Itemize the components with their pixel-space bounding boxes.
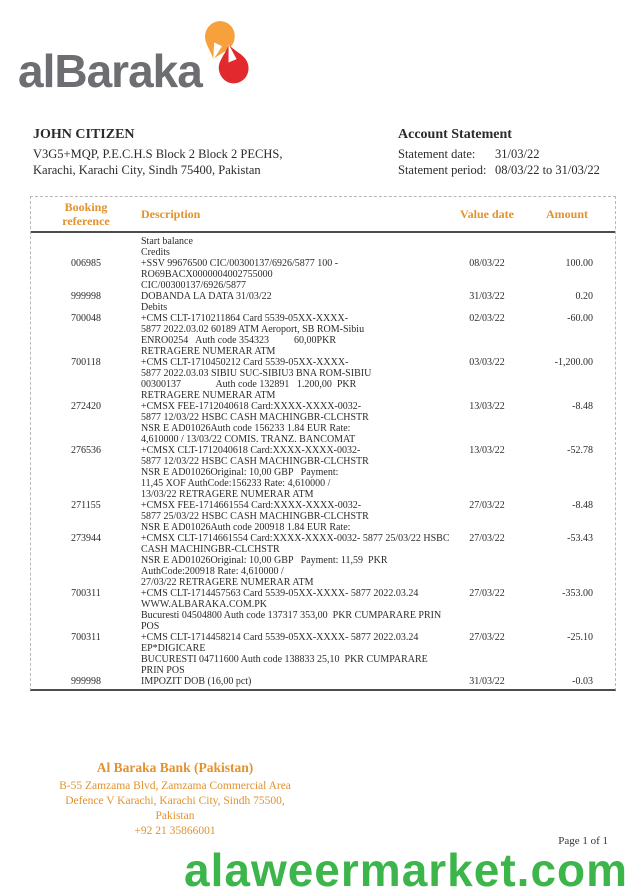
description-line: 5877 12/03/22 HSBC CASH MACHINGBR-CLCHSTR (141, 456, 369, 467)
footer-bank-name: Al Baraka Bank (Pakistan) (96, 760, 254, 775)
description-line: RETRAGERE NUMERAR ATM (141, 390, 276, 401)
table-row (31, 291, 615, 302)
description (141, 500, 441, 533)
description-line: AuthCode:200918 Rate: 4,610000 / (141, 566, 284, 577)
description-line: 5877 2022.03.03 SIBIU SUC-SIBIU3 BNA ROM-SIBIU (141, 368, 372, 379)
booking-reference: 999998 (71, 676, 101, 687)
description (141, 533, 450, 588)
description (141, 291, 441, 302)
value-date: 08/03/22 (469, 258, 505, 269)
table-row (31, 445, 615, 500)
booking-reference (31, 236, 141, 258)
booking-reference: 006985 (71, 258, 101, 269)
description-line: +SSV 99676500 CIC/00300137/6926/5877 100 - (141, 258, 339, 269)
amount: -353.00 (562, 588, 593, 599)
footer-address-line3: Pakistan (155, 810, 195, 822)
customer-name: JOHN CITIZEN (33, 127, 135, 142)
amount: -52.78 (567, 445, 593, 456)
description-line: Debits (141, 302, 168, 313)
description (141, 632, 441, 676)
booking-reference: 700311 (71, 588, 101, 599)
flame-icon (200, 12, 250, 94)
transactions-table (30, 196, 616, 691)
footer-phone: +92 21 35866001 (134, 825, 216, 837)
statement-period-row (398, 162, 600, 178)
description-line: 00300137 Auth code 132891 1.200,00 PKR (141, 379, 357, 390)
watermark-text: alaweermarket.com (184, 844, 629, 895)
description-line: 5877 12/03/22 HSBC CASH MACHINGBR-CLCHSTR (141, 412, 369, 423)
booking-reference: 273944 (71, 533, 101, 544)
description-line: POS (141, 621, 160, 632)
customer-address-line2: Karachi, Karachi City, Sindh 75400, Pakistan (33, 163, 261, 177)
description-line: +CMSX FEE-1712040618 Card:XXXX-XXXX-0032- (141, 401, 362, 412)
description-line: ENRO0254 Auth code 354323 60,00PKR (141, 335, 336, 346)
booking-reference: 271155 (71, 500, 101, 511)
table-row (31, 588, 615, 632)
description-line: Bucuresti 04504800 Auth code 137317 353,00 PKR CUMPARARE PRIN (141, 610, 442, 621)
statement-date-row (398, 146, 600, 162)
amount: -1,200.00 (554, 357, 593, 368)
description-line: 27/03/22 RETRAGERE NUMERAR ATM (141, 577, 314, 588)
description (141, 258, 441, 291)
amount (533, 236, 615, 258)
statement-period-value: 08/03/22 to 31/03/22 (495, 163, 600, 177)
statement-title: Account Statement (398, 127, 512, 142)
value-date: 27/03/22 (469, 632, 505, 643)
booking-reference (31, 302, 141, 313)
description-line: IMPOZIT DOB (16,00 pct) (141, 676, 252, 687)
bank-logo-text: alBaraka (18, 45, 202, 97)
description-line: DOBANDA LA DATA 31/03/22 (141, 291, 272, 302)
footer-address-line1: B-55 Zamzama Blvd, Zamzama Commercial Area (59, 780, 291, 792)
header-value-date: Value date (460, 207, 514, 221)
description-line: +CMS CLT-1710450212 Card 5539-05XX-XXXX- (141, 357, 349, 368)
statement-period-label: Statement period: (398, 163, 487, 177)
description-line: +CMSX FEE-1714661554 Card:XXXX-XXXX-0032- (141, 500, 362, 511)
table-row (31, 401, 615, 445)
description-line: NSR E AD01026Auth code 200918 1.84 EUR Rate: (141, 522, 351, 533)
description-line: +CMS CLT-1710211864 Card 5539-05XX-XXXX- (141, 313, 349, 324)
description-line: +CMSX CLT-1714661554 Card:XXXX-XXXX-0032- 5877 25/03/22 HSBC (141, 533, 450, 544)
booking-reference: 700311 (71, 632, 101, 643)
page-number: Page 1 of 1 (558, 835, 608, 847)
description-line: 11,45 XOF AuthCode:156233 Rate: 4,610000 / (141, 478, 331, 489)
value-date (441, 302, 533, 313)
description-line: 5877 2022.03.02 60189 ATM Aeroport, SB ROM-Sibiu (141, 324, 365, 335)
table-row (31, 258, 615, 291)
description-line: Credits (141, 247, 170, 258)
table-body (31, 233, 615, 689)
value-date: 02/03/22 (469, 313, 505, 324)
booking-reference: 276536 (71, 445, 101, 456)
value-date: 31/03/22 (469, 291, 505, 302)
table-row (31, 533, 615, 588)
value-date: 27/03/22 (469, 588, 505, 599)
description (141, 676, 441, 687)
booking-reference: 999998 (71, 291, 101, 302)
header-amount: Amount (545, 207, 588, 221)
value-date: 03/03/22 (469, 357, 505, 368)
value-date: 27/03/22 (469, 500, 505, 511)
description-line: CIC/00300137/6926/5877 (141, 280, 247, 291)
value-date: 13/03/22 (469, 401, 505, 412)
table-row (31, 302, 615, 313)
description-line: CASH MACHINGBR-CLCHSTR (141, 544, 280, 555)
amount: -8.48 (572, 401, 593, 412)
description (141, 401, 441, 445)
value-date: 27/03/22 (469, 533, 505, 544)
statement-info-block (398, 127, 600, 178)
table-row (31, 676, 615, 687)
description-line: NSR E AD01026Original: 10,00 GBP Payment: 11,59 PKR (141, 555, 388, 566)
description-line: 13/03/22 RETRAGERE NUMERAR ATM (141, 489, 314, 500)
header-description: Description (141, 207, 201, 221)
amount: 0.20 (575, 291, 593, 302)
value-date (441, 236, 533, 258)
booking-reference: 272420 (71, 401, 101, 412)
description-line: NSR E AD01026Original: 10,00 GBP Payment: (141, 467, 339, 478)
footer-address-line2: Defence V Karachi, Karachi City, Sindh 75500, (65, 795, 285, 807)
description-line: 5877 25/03/22 HSBC CASH MACHINGBR-CLCHSTR (141, 511, 369, 522)
booking-reference: 700048 (71, 313, 101, 324)
amount (533, 302, 615, 313)
description (141, 357, 441, 401)
table-row (31, 500, 615, 533)
bank-footer (25, 760, 325, 839)
table-row (31, 236, 615, 258)
description-line: RETRAGERE NUMERAR ATM (141, 346, 276, 357)
description (141, 445, 441, 500)
amount: -0.03 (572, 676, 593, 687)
value-date: 13/03/22 (469, 445, 505, 456)
statement-date-label: Statement date: (398, 147, 476, 161)
table-row (31, 357, 615, 401)
description-line: EP*DIGICARE (141, 643, 206, 654)
amount: 100.00 (565, 258, 593, 269)
description-line: PRIN POS (141, 665, 185, 676)
description-line: +CMS CLT-1714458214 Card 5539-05XX-XXXX- 5877 2022.03.24 (141, 632, 419, 643)
description (141, 302, 441, 313)
amount: -25.10 (567, 632, 593, 643)
header-booking-reference: Booking reference (62, 200, 110, 228)
description-line: Start balance (141, 236, 193, 247)
description (141, 236, 441, 258)
table-row (31, 632, 615, 676)
description-line: +CMS CLT-1714457563 Card 5539-05XX-XXXX- 5877 2022.03.24 (141, 588, 419, 599)
description (141, 588, 441, 632)
amount: -53.43 (567, 533, 593, 544)
bank-logo (18, 12, 250, 98)
description-line: BUCURESTI 04711600 Auth code 138833 25,10 PKR CUMPARARE (141, 654, 428, 665)
description-line: WWW.ALBARAKA.COM.PK (141, 599, 268, 610)
description-line: 4,610000 / 13/03/22 COMIS. TRANZ. BANCOMAT (141, 434, 356, 445)
amount: -60.00 (567, 313, 593, 324)
description-line: +CMSX CLT-1712040618 Card:XXXX-XXXX-0032- (141, 445, 361, 456)
customer-address-line1: V3G5+MQP, P.E.C.H.S Block 2 Block 2 PECHS, (33, 147, 283, 161)
description-line: RO69BACX0000004002755000 (141, 269, 273, 280)
booking-reference: 700118 (71, 357, 101, 368)
amount: -8.48 (572, 500, 593, 511)
table-row (31, 313, 615, 357)
customer-block (33, 127, 282, 178)
description (141, 313, 441, 357)
statement-date-value: 31/03/22 (495, 147, 540, 161)
table-header (31, 197, 615, 233)
value-date: 31/03/22 (469, 676, 505, 687)
description-line: NSR E AD01026Auth code 156233 1.84 EUR Rate: (141, 423, 351, 434)
